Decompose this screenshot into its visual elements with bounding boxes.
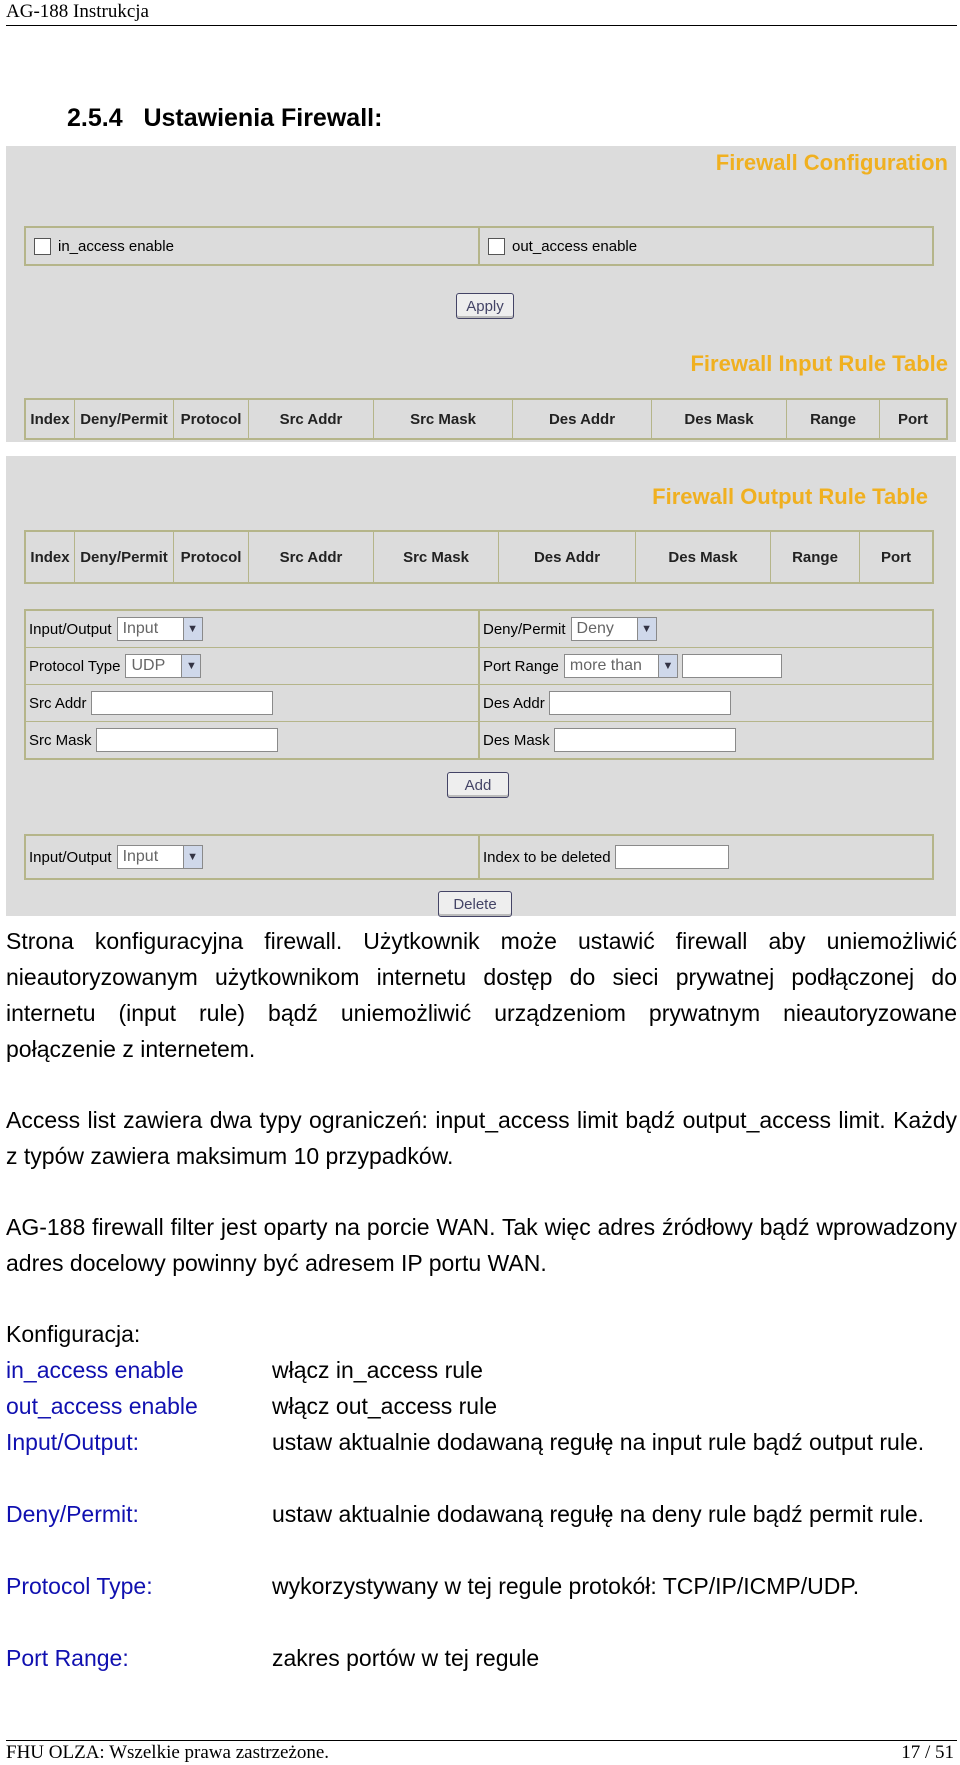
col-deny-permit: Deny/Permit [74, 400, 173, 438]
index-delete-label: Index to be deleted [483, 848, 611, 866]
header-rule [6, 25, 957, 26]
col-des-mask: Des Mask [651, 400, 786, 438]
des-addr-input[interactable] [549, 691, 731, 715]
output-rule-table-title: Firewall Output Rule Table [652, 484, 928, 509]
form-row [26, 611, 932, 647]
io-label: Input/Output [29, 620, 112, 638]
src-addr-input[interactable] [91, 691, 273, 715]
port-range-select-value: more than [569, 657, 642, 674]
col-index: Index [30, 548, 70, 566]
form-row [26, 647, 932, 684]
col-range: Range [770, 532, 859, 582]
paragraph-3: AG-188 firewall filter jest oparty na porcie WAN. Tak więc adres źródłowy bądź wprowadzony adres docelowy powinny być adresem IP portu WAN. [6, 1214, 957, 1276]
config-term: Deny/Permit: [6, 1501, 139, 1527]
in-access-label: in_access enable [58, 237, 174, 255]
col-src-mask: Src Mask [373, 400, 512, 438]
paragraph-1: Strona konfiguracyjna firewall. Użytkownik może ustawić firewall aby uniemożliwić nieautoryzowanym użytkownikom internetu dostęp do sieci prywatnej podłączonej do internetu (input rule) bądź uniemożliwić urządzeniom prywatnym nieautoryzowane połączenie z internetem. [6, 928, 957, 1062]
config-heading: Konfiguracja: [6, 1321, 141, 1347]
col-protocol: Protocol [173, 400, 248, 438]
proto-label: Protocol Type [29, 657, 121, 675]
config-desc: ustaw aktualnie dodawaną regułę na deny rule bądź permit rule. [272, 1501, 925, 1527]
firewall-config-panel [6, 146, 956, 442]
form-row [26, 721, 932, 758]
col-src-addr: Src Addr [248, 400, 373, 438]
chevron-down-icon: ▼ [658, 655, 677, 677]
chevron-down-icon: ▼ [183, 846, 202, 868]
config-term: in_access enable [6, 1357, 184, 1383]
out-access-checkbox[interactable] [488, 238, 505, 255]
des-addr-label: Des Addr [483, 694, 545, 712]
proto-cell [26, 648, 478, 684]
des-mask-input[interactable] [554, 728, 736, 752]
in-access-checkbox[interactable] [34, 238, 51, 255]
form-row [26, 684, 932, 721]
access-enable-row [24, 226, 934, 266]
des-addr-cell [478, 685, 932, 721]
input-rule-table-title: Firewall Input Rule Table [690, 351, 948, 376]
output-rule-table-header [24, 530, 934, 584]
chevron-down-icon: ▼ [637, 618, 656, 640]
io-cell [26, 611, 478, 647]
des-mask-cell [478, 722, 932, 758]
chevron-down-icon: ▼ [183, 618, 202, 640]
config-desc: włącz in_access rule [272, 1357, 483, 1383]
config-desc: włącz out_access rule [272, 1393, 497, 1419]
config-term: Port Range: [6, 1645, 129, 1671]
col-range: Range [786, 400, 879, 438]
des-mask-label: Des Mask [483, 731, 550, 749]
add-button[interactable]: Add [447, 772, 509, 798]
config-term: Protocol Type: [6, 1573, 153, 1599]
document-header: AG-188 Instrukcja [6, 1, 149, 22]
delete-rule-form [24, 834, 934, 880]
delete-io-select[interactable] [117, 845, 203, 869]
proto-select[interactable] [125, 654, 201, 678]
in-access-cell [26, 228, 478, 264]
paragraph-2: Access list zawiera dwa typy ograniczeń: input_access limit bądź output_access limit. Każdy z typów zawiera maksimum 10 przypadków. [6, 1107, 957, 1169]
deny-select[interactable] [571, 617, 657, 641]
config-term: Input/Output: [6, 1429, 139, 1455]
chevron-down-icon: ▼ [181, 655, 200, 677]
port-input[interactable] [682, 654, 782, 678]
port-range-select[interactable] [564, 654, 678, 678]
index-delete-input[interactable] [615, 845, 729, 869]
io-select-value: Input [122, 620, 159, 637]
delete-io-label: Input/Output [29, 848, 112, 866]
delete-button[interactable]: Delete [438, 891, 512, 917]
out-access-label: out_access enable [512, 237, 638, 255]
col-deny-permit: Deny/Permit [74, 532, 173, 582]
footer-rule [6, 1740, 957, 1741]
footer-copyright: FHU OLZA: Wszelkie prawa zastrzeżone. [6, 1742, 330, 1763]
src-mask-cell [26, 722, 478, 758]
firewall-output-panel [6, 456, 956, 916]
config-desc: ustaw aktualnie dodawaną regułę na input rule bądź output rule. [272, 1429, 925, 1455]
config-term: out_access enable [6, 1393, 198, 1419]
page-number: 17 / 51 [901, 1742, 954, 1763]
col-port: Port [859, 532, 932, 582]
deny-cell [478, 611, 932, 647]
config-desc: zakres portów w tej regule [272, 1645, 540, 1671]
src-mask-input[interactable] [96, 728, 278, 752]
io-select[interactable] [117, 617, 203, 641]
col-src-addr: Src Addr [248, 532, 373, 582]
config-desc: wykorzystywany w tej regule protokół: TCP/IP/ICMP/UDP. [272, 1573, 860, 1599]
src-addr-cell [26, 685, 478, 721]
col-src-mask: Src Mask [373, 532, 498, 582]
src-mask-label: Src Mask [29, 731, 92, 749]
col-port: Port [879, 400, 946, 438]
section-title: 2.5.4 Ustawienia Firewall: [67, 104, 383, 132]
apply-button[interactable]: Apply [456, 293, 514, 319]
form-row [26, 836, 932, 878]
out-access-cell [478, 228, 932, 264]
proto-select-value: UDP [131, 657, 166, 674]
index-delete-cell [478, 836, 932, 878]
firewall-config-title: Firewall Configuration [715, 150, 948, 175]
port-label: Port Range [483, 657, 559, 675]
add-rule-form [24, 609, 934, 760]
col-des-mask: Des Mask [635, 532, 770, 582]
col-des-addr: Des Addr [512, 400, 651, 438]
delete-io-cell [26, 836, 478, 878]
col-protocol: Protocol [173, 532, 248, 582]
deny-label: Deny/Permit [483, 620, 566, 638]
src-addr-label: Src Addr [29, 694, 87, 712]
col-des-addr: Des Addr [498, 532, 635, 582]
col-index: Index [30, 410, 70, 428]
delete-io-select-value: Input [122, 848, 159, 865]
deny-select-value: Deny [576, 620, 614, 637]
port-cell [478, 648, 932, 684]
input-rule-table-header [24, 398, 948, 440]
